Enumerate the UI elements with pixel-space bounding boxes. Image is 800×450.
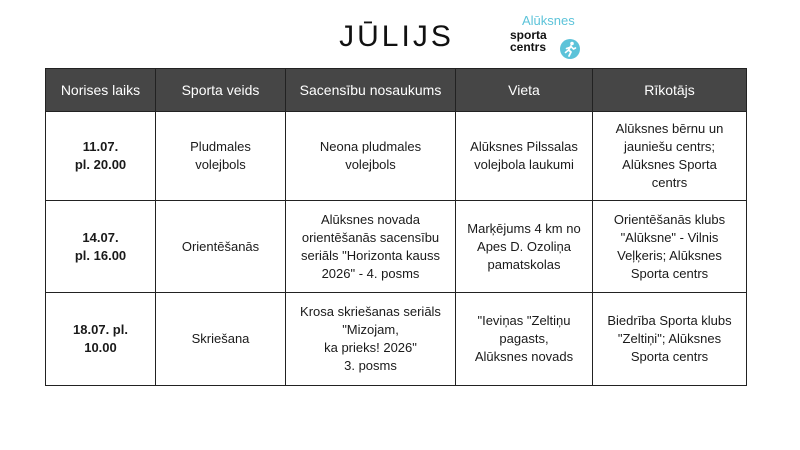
column-header-competition: Sacensību nosaukums bbox=[286, 69, 456, 112]
cell-venue: "Ieviņas "Zeltiņu pagasts, Alūksnes novads bbox=[456, 293, 593, 386]
page-title: JŪLIJS bbox=[339, 20, 454, 53]
cell-venue: Alūksnes Pilssalas volejbola laukumi bbox=[456, 112, 593, 201]
column-header-time: Norises laiks bbox=[46, 69, 156, 112]
table-row bbox=[46, 293, 747, 386]
column-header-venue: Vieta bbox=[456, 69, 593, 112]
cell-sport: Skriešana bbox=[156, 293, 286, 386]
runner-icon bbox=[560, 39, 580, 59]
column-header-organizer: Rīkotājs bbox=[593, 69, 747, 112]
cell-sport: Pludmales volejbols bbox=[156, 112, 286, 201]
cell-date: 14.07. pl. 16.00 bbox=[46, 201, 156, 293]
cell-date: 11.07. pl. 20.00 bbox=[46, 112, 156, 201]
cell-competition: Alūksnes novada orientēšanās sacensību seriāls "Horizonta kauss 2026" - 4. posms bbox=[286, 201, 456, 293]
cell-organizer: Biedrība Sporta klubs "Zeltiņi"; Alūksnes Sporta centrs bbox=[593, 293, 747, 386]
column-header-sport: Sporta veids bbox=[156, 69, 286, 112]
cell-competition: Neona pludmales volejbols bbox=[286, 112, 456, 201]
cell-organizer: Alūksnes bērnu un jauniešu centrs; Alūksnes Sporta centrs bbox=[593, 112, 747, 201]
logo-line-2: sporta bbox=[510, 28, 547, 42]
cell-organizer: Orientēšanās klubs "Alūksne" - Vilnis Veļķeris; Alūksnes Sporta centrs bbox=[593, 201, 747, 293]
logo-line-1: Alūksnes bbox=[522, 13, 575, 28]
table-header-row bbox=[46, 69, 747, 112]
table-row bbox=[46, 201, 747, 293]
cell-venue: Marķējums 4 km no Apes D. Ozoliņa pamatskolas bbox=[456, 201, 593, 293]
cell-date: 18.07. pl. 10.00 bbox=[46, 293, 156, 386]
table-row bbox=[46, 112, 747, 201]
cell-competition: Krosa skriešanas seriāls "Mizojam, ka prieks! 2026" 3. posms bbox=[286, 293, 456, 386]
sports-centre-logo bbox=[510, 12, 590, 62]
cell-sport: Orientēšanās bbox=[156, 201, 286, 293]
logo-line-3: centrs bbox=[510, 40, 547, 54]
competition-schedule-table bbox=[45, 68, 747, 386]
